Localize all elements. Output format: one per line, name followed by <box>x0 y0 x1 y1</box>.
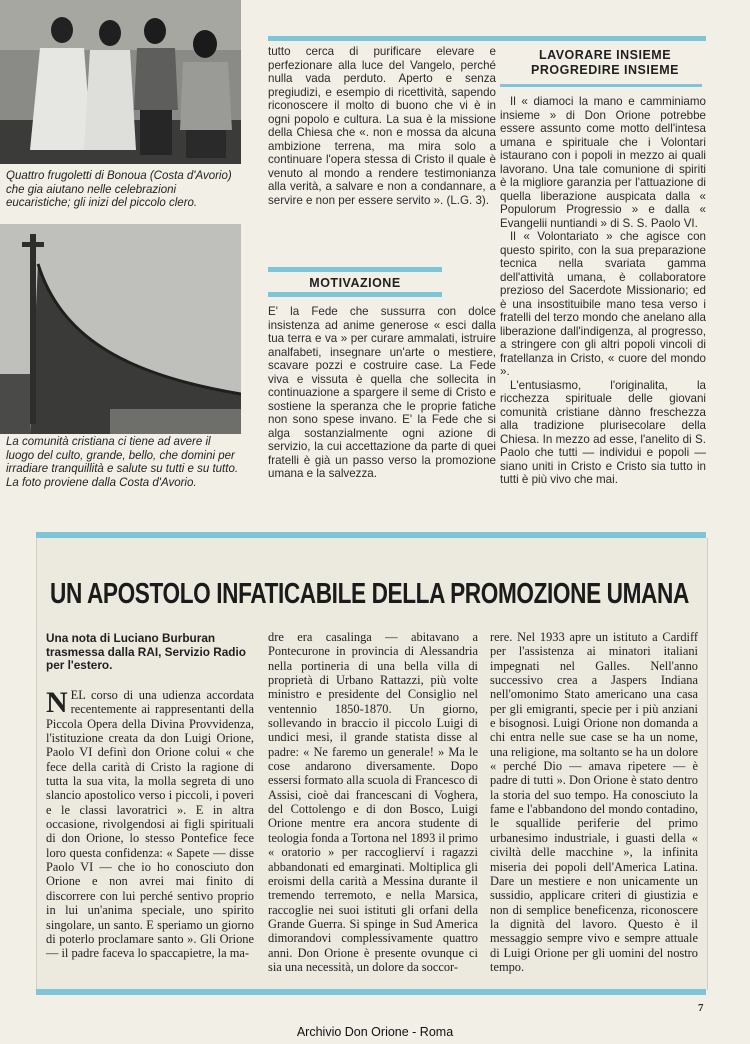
col2-text: tutto cerca di purificare elevare e perfezionare alla luce del Vangelo, perché nulla vada perduto. Aperto e senza pregiudizi, e esempio di ricettività, sapendo riconoscere il molto di buono che vi è in ogni popolo e cultura. La sua è la missione della Chiesa che «. non e mossa da alcuna ambizione terrena, ma mira solo a continuare l'opera stessa di Cristo il quale è venuto al mondo a rendere testimonianza alla verità, a salvare e non a condannare, a servire e non per essere servito ». (L.G. 3). <box>268 45 496 207</box>
article-title: UN APOSTOLO INFATICABILE DELLA PROMOZIONE UMANA <box>50 578 689 610</box>
article-col3: rere. Nel 1933 apre un istituto a Cardiff per l'assistenza ai minatori italiani impegnati nel Galles. Nell'anno successivo crea a Jaspers Indiana nell'omonimo Stato americano una casa per gli emigranti, specie per i più anziani e bisognosi. Luigi Orione non domanda a chi entra nelle sue case se ha un nome, una religione, ma soltanto se ha un dolore « perché Dio — amava ripetere — è padre di tutti ». Don Orione è stato dentro la storia del suo tempo. Ha conosciuto la fame e l'abbandono del mondo contadino, le squallide periferie del primo urbanesimo industriale, i guasti della « civiltà delle macchine », la infinita miseria dei popoli dell'America Latina. Dare un mestiere e non unicamente un sussidio, applicare criteri di giustizia e non di semplice beneficenza, riconoscere la dignità del lavoro. Questo è il messaggio sempre vivo e sempre attuale di Luigi Orione per gli uomini del nostro tempo. <box>490 630 698 974</box>
lavorare-paragraph-3: L'entusiasmo, l'originalita, la ricchezza spirituale delle giovani comunità cristiane dànno freschezza alla tradizione plurisecolare della Chiesa. In mezzo ad esse, l'anelito di S. Paolo che tutti — individui e popoli — siano uniti in Cristo e Cristo sia tutto in tutti è più vivo che mai. <box>500 378 706 486</box>
church-photo-illustration <box>0 224 241 434</box>
article-intro: Una nota di Luciano Burburan trasmessa dalla RAI, Servizio Radio per l'estero. <box>46 631 246 673</box>
page-number: 7 <box>698 1002 704 1014</box>
motivazione-rule-top <box>268 267 442 272</box>
lavorare-heading-line2: PROGREDIRE INSIEME <box>531 63 679 77</box>
photo-children <box>0 0 241 164</box>
col3-top-rule <box>498 36 706 41</box>
lavorare-heading-line1: LAVORARE INSIEME <box>538 48 672 62</box>
motivazione-text: E' la Fede che sussurra con dolce insistenza ad anime generose « esci dalla tua terra e va » per curare ammalati, istruire analfabeti, insegnare un'arte o mestiere, scavare pozzi e costruire case. La Fede viva e vissuta è quella che sollecita in continuazione a spargere il seme di Cristo e sostiene la speranza che le proprie fatiche non sono spese invano. E' la Fede che si alga sostanzialmente ogni azione di servizio, la cui accettazione da parte di quei fratelli è già un passo verso la promozione umana e la salvezza. <box>268 305 496 480</box>
col2-top-rule <box>268 36 498 41</box>
archive-label: Archivio Don Orione - Roma <box>296 1025 454 1039</box>
photo1-caption: Quattro frugoletti di Bonoua (Costa d'Avorio) che gia aiutano nelle celebrazioni eucaristiche; gli inizi del piccolo clero. <box>6 170 232 210</box>
article-col2: dre era casalinga — abitavano a Pontecurone in provincia di Alessandria nella portineria di una bella villa di proprietà di Urbano Rattazzi, più volte ministro e presidente del Consiglio nel ventennio 1850-1870. Un giorno, sollevando in braccio il piccolo Luigi di undici mesi, il grande statista disse al padre: « Ne faremo un generale! » Ma le cose andarono diversamente. Dopo essersi formato alla scuola di Francesco di Assisi, cioè dai francescani di Voghera, del Cottolengo e di don Bosco, Luigi Orione mentre era ancora studente di teologia fonda a Tortona nel 1893 il primo « oratorio » per raccoglierví i ragazzi abbandonati ed emarginati. Moltiplica gli eroismi della carità a Messina durante il tremendo terremoto, e nella Marsica, raccoglie nei suoi istituti gli orfani della Grande Guerra. Si spinge in Sud America dimorandovi complessivamente quattro anni. Don Orione è presente ovunque ci sia una necessità, un dolore da soccor- <box>268 630 478 974</box>
article-col1 <box>46 688 254 961</box>
lavorare-rule <box>500 84 702 87</box>
photo-church <box>0 224 241 434</box>
children-photo-illustration <box>0 0 241 164</box>
dropcap-letter: N <box>46 686 68 719</box>
article-bottom-rule <box>36 989 706 995</box>
lavorare-body <box>500 95 706 487</box>
photo2-caption: La comunità cristiana ci tiene ad avere il luogo del culto, grande, bello, che domini per irradiare tranquillità e salute su tutti e su tutto. La foto proviene dalla Costa d'Avorio. <box>6 436 239 489</box>
motivazione-rule-bottom <box>268 292 442 297</box>
article-col1-text: EL corso di una udienza accordata recentemente ai rappresentanti della Piccola Opera della Divina Provvidenza, l'istituzione creata da don Luigi Orione, Paolo VI definì don Orione colui « che fece della carità di Cristo la ragione di tutta la sua vita, la molla segreta di uno slancio apostolico verso i piccoli, i poveri e le classi lavoratrici ». E in altra occasione, rivolgendosi ai figli spirituali di don Orione, lo stesso Pontefice fece loro questa confidenza: « Sapete — disse Paolo VI — che io ho conosciuto don Orione e non avrei mai finito di discorrere con lui perché sentivo proprio in lui un'anima speciale, uno spirito singolare, un santo. E speriamo un giorno di poterlo proclamare santo ». Gli Orione — il padre faceva lo spaccapietre, la ma- <box>46 688 254 961</box>
lavorare-paragraph-1: Il « diamoci la mano e camminiamo insieme » di Don Orione potrebbe essere assunto come motto dell'intesa umana e spirituale che i Volontari istaurano con i popoli in mezzo ai quali lavorano. Una tale comunione di spiriti è la migliore garanzia per l'attuazione di quella liberazione auspicata dalla « Populorum Progressio » e dalla « Evangelii nuntiandi » di S. S. Paolo VI. <box>500 95 706 230</box>
motivazione-heading: MOTIVAZIONE <box>309 276 401 290</box>
lavorare-paragraph-2: Il « Volontariato » che agisce con questo spirito, con la sua preparazione tecnica nella svariata gamma dell'attività umana, è collaboratore prezioso del Sacerdote Missionario; ed è una insostituibile mano tesa verso i fratelli del terzo mondo che anelano alla liberazione dall'indigenza, al progresso, a stringere con gli altri popoli vincoli di fratellanza in Cristo, « cuore del mondo ». <box>500 230 706 378</box>
